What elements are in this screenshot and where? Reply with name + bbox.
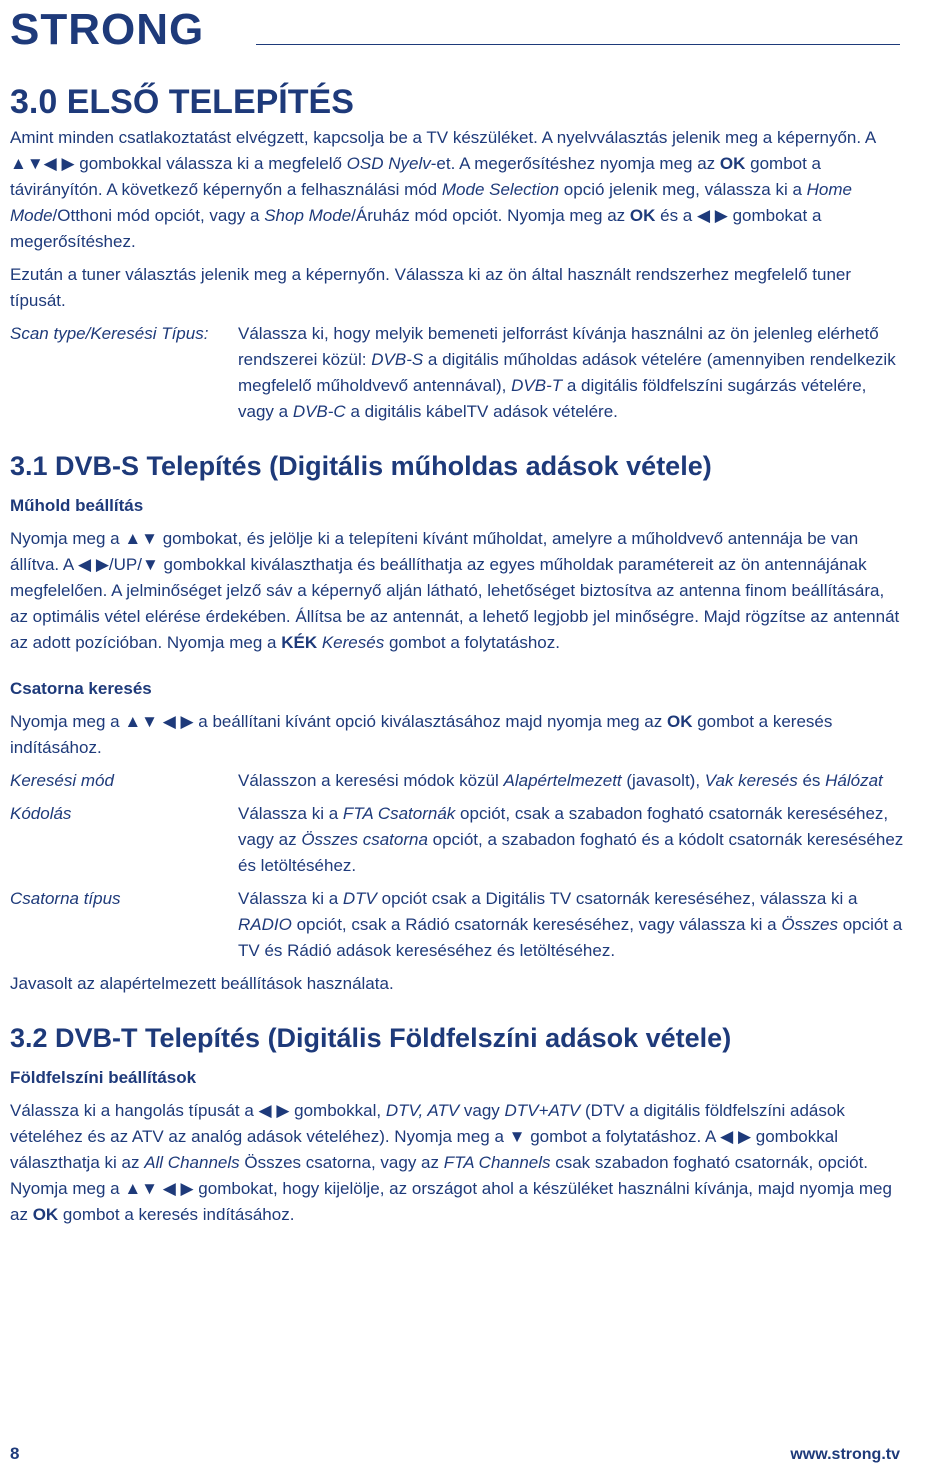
default-settings-note: Javasolt az alapértelmezett beállítások használata. [10, 974, 394, 993]
encoding-desc: Válassza ki a FTA Csatornák opciót, csak a szabadon fogható csatornák kereséséhez, vagy az Összes csatorna opciót, a szabadon fogható és a kódolt csatornák kereséséhez és letöltéséhez. [238, 804, 904, 875]
footer-url[interactable]: www.strong.tv [790, 1446, 900, 1463]
search-mode-row [10, 768, 905, 794]
page-content [10, 82, 905, 1235]
section-3-0-title: 3.0 ELSŐ TELEPÍTÉS [10, 83, 354, 121]
section-3-2-title: 3.2 DVB-T Telepítés (Digitális Földfelszíni adások vétele) [10, 1023, 732, 1053]
encoding-row [10, 801, 905, 879]
satellite-settings-heading: Műhold beállítás [10, 496, 144, 515]
scan-type-desc: Válassza ki, hogy melyik bemeneti jelforrást kívánja használni az ön jelenleg elérhető rendszerei közül: DVB-S a digitális műholdas adások vételére (amennyiben rendelkezik megfelelő műholdvevő antennával), DVB-T a digitális földfelszíni sugárzás vételére, vagy a DVB-C a digitális kábelTV adások vételére. [238, 324, 896, 421]
header-rule [256, 44, 900, 45]
scan-type-row [10, 321, 905, 425]
search-mode-desc: Válasszon a keresési módok közül Alapértelmezett (javasolt), Vak keresés és Hálózat [238, 771, 883, 790]
channel-search-text: Nyomja meg a ▲▼ ◀ ▶ a beállítani kívánt opció kiválasztásához majd nyomja meg az OK gombot a keresés indításához. [10, 712, 833, 757]
channel-search-heading: Csatorna keresés [10, 679, 152, 698]
section-3-2 [10, 1021, 905, 1228]
section-3-1 [10, 449, 905, 997]
section-3-0-intro: Amint minden csatlakoztatást elvégzett, kapcsolja be a TV készüléket. A nyelvválasztás jelenik meg a képernyőn. A ▲▼◀ ▶ gombokkal válassza ki a megfelelő OSD Nyelv-et. A megerősítéshez nyomja meg az OK gombot a távirányítón. A következő képernyőn a felhasználási mód Mode Selection opció jelenik meg, válassza ki a Home Mode/Otthoni mód opciót, vagy a Shop Mode/Áruház mód opciót. Nyomja meg az OK és a ◀ ▶ gombokat a megerősítéshez. [10, 128, 876, 251]
strong-logo: STRONG [10, 5, 205, 54]
terrestrial-settings-text: Válassza ki a hangolás típusát a ◀ ▶ gombokkal, DTV, ATV vagy DTV+ATV (DTV a digitális földfelszíni adások vételéhez és az ATV az analóg adások vételéhez). Nyomja meg a ▼ gombot a folytatáshoz. A ◀ ▶ gombokkal választhatja ki az All Channels Összes csatorna, vagy az FTA Channels csak szabadon fogható csatornák, opciót. Nyomja meg a ▲▼ ◀ ▶ gombokat, hogy kijelölje, az országot ahol a készüléket használni kívánja, majd nyomja meg az OK gombot a keresés indításához. [10, 1101, 892, 1224]
channel-type-term: Csatorna típus [10, 889, 121, 908]
section-3-1-title: 3.1 DVB-S Telepítés (Digitális műholdas adások vétele) [10, 451, 712, 481]
channel-type-row [10, 886, 905, 964]
satellite-settings-text: Nyomja meg a ▲▼ gombokat, és jelölje ki a telepíteni kívánt műholdat, amelyre a műholdvevő antennája be van állítva. A ◀ ▶/UP/▼ gombokkal kiválaszthatja és beállíthatja az egyes műholdak paramétereit az ön antennájának megfelelően. A jelminőséget jelző sáv a képernyő alján látható, lehetőséget biztosítva az antenna finom beállítására, az optimális vétel elérése érdekében. Állítsa be az antennát, a lehető legjobb jel minőségre. Majd rögzítse az antennát az adott pozícióban. Nyomja meg a KÉK Keresés gombot a folytatáshoz. [10, 529, 900, 652]
page-number: 8 [10, 1444, 20, 1463]
section-3-0-tuner-text: Ezután a tuner választás jelenik meg a képernyőn. Válassza ki az ön által használt rendszerhez megfelelő tuner típusát. [10, 265, 852, 310]
channel-type-desc: Válassza ki a DTV opciót csak a Digitális TV csatornák kereséséhez, válassza ki a RADIO opciót, csak a Rádió csatornák kereséséhez, vagy válassza ki a Összes opciót a TV és Rádió adások kereséséhez és letöltéséhez. [238, 889, 903, 960]
scan-type-term: Scan type/Keresési Típus: [10, 324, 209, 343]
encoding-term: Kódolás [10, 804, 72, 823]
terrestrial-settings-heading: Földfelszíni beállítások [10, 1068, 197, 1087]
search-mode-term: Keresési mód [10, 771, 114, 790]
